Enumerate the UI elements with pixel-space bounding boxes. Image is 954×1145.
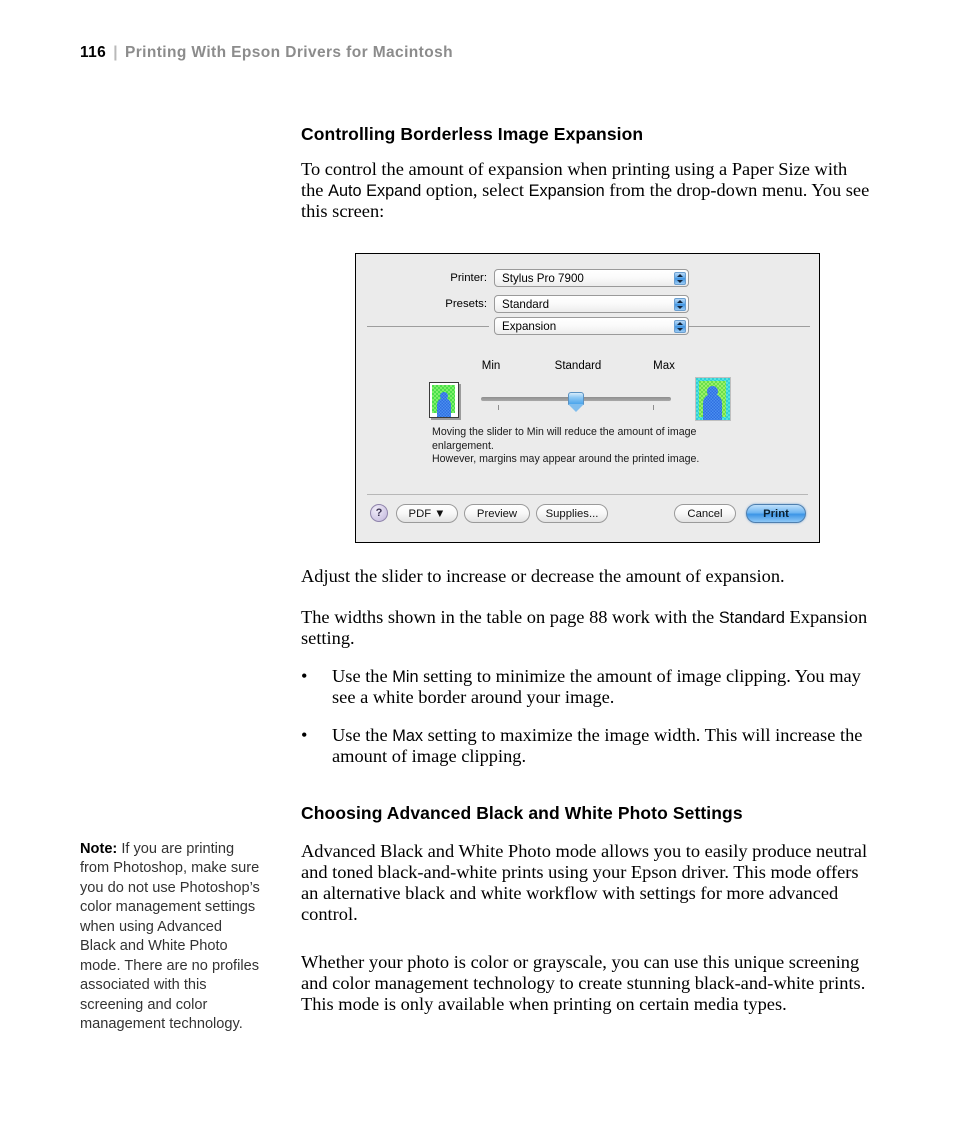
list-item <box>301 725 873 767</box>
printer-label: Printer: <box>450 272 487 284</box>
intro-paragraph <box>301 159 871 222</box>
slider-tick-max <box>653 405 654 410</box>
intro-line2b: option, select <box>421 180 529 201</box>
cancel-button[interactable]: Cancel <box>674 504 736 523</box>
expansion-slider[interactable] <box>481 391 671 413</box>
running-head <box>80 44 453 62</box>
max-expansion-preview-icon <box>695 377 731 421</box>
help-button[interactable]: ? <box>370 504 388 522</box>
paragraph-advanced-bw-2: Whether your photo is color or grayscale, you can use this unique screening and color management technology to create stunning black-and-white prints. This mode is only available when printing on certain media types. <box>301 952 866 1015</box>
printer-row <box>356 269 819 287</box>
slider-label-standard: Standard <box>554 360 602 372</box>
help-text-line-1: Moving the slider to Min will reduce the amount of image enlargement. <box>432 426 697 452</box>
ui-term-min: Min <box>392 668 419 686</box>
margin-note-label: Note: <box>80 841 118 857</box>
paragraph-widths-table <box>301 607 871 649</box>
print-dialog-screenshot <box>355 253 820 543</box>
intro-line2c: from the drop-down menu. <box>604 180 808 201</box>
pane-row <box>356 317 819 335</box>
min-expansion-preview-icon <box>429 382 459 418</box>
intro-line3: You see this screen: <box>301 180 870 222</box>
printer-popup-menu[interactable] <box>494 269 689 287</box>
chevron-updown-icon[interactable] <box>674 272 686 285</box>
presets-row <box>356 295 819 313</box>
slider-label-min: Min <box>481 360 501 372</box>
presets-label: Presets: <box>445 298 487 310</box>
slider-thumb-pointer <box>568 404 584 412</box>
bullet-text-b: setting to maximize the image width. This will increase the amount of image clipping. <box>332 725 863 767</box>
list-item <box>301 666 873 708</box>
bullet-text-b: setting to minimize the amount of image clipping. You may see a white border around your image. <box>332 666 861 708</box>
pane-value: Expansion <box>502 320 557 333</box>
dialog-button-bar <box>356 504 819 530</box>
slider-label-max: Max <box>653 360 675 372</box>
widths-text-a: The widths shown in the table on page 88 work with the <box>301 607 719 627</box>
running-head-separator: | <box>113 44 118 61</box>
chevron-updown-icon[interactable] <box>674 320 686 333</box>
presets-popup-menu[interactable] <box>494 295 689 313</box>
pane-popup-menu-expansion[interactable] <box>494 317 689 335</box>
bullet-marker: • <box>301 725 308 746</box>
help-text-line-2: However, margins may appear around the printed image. <box>432 453 700 466</box>
paragraph-adjust-slider: Adjust the slider to increase or decrease the amount of expansion. <box>301 566 785 586</box>
printer-value: Stylus Pro 7900 <box>502 272 584 285</box>
bullet-text-a: Use the <box>332 725 393 746</box>
ui-term-standard: Standard <box>718 609 785 627</box>
section-heading-advanced-bw: Choosing Advanced Black and White Photo Settings <box>301 803 743 823</box>
expansion-help-text <box>432 426 752 467</box>
ui-term-auto-expand: Auto Expand <box>328 182 422 201</box>
intro-line1: To control the amount of expansion when printing using a Paper Size with <box>301 159 848 179</box>
button-bar-divider <box>367 494 808 495</box>
chevron-updown-icon[interactable] <box>674 298 686 311</box>
print-button[interactable]: Print <box>746 504 806 523</box>
bullet-marker: • <box>301 666 308 686</box>
presets-value: Standard <box>502 298 550 311</box>
margin-note-text: If you are printing from Photoshop, make sure you do not use Photoshop’s color management settings when using Advanced Black and White Photo mode. There are no profiles associated with this screening and color management technology. <box>80 841 260 1033</box>
ui-term-expansion: Expansion <box>528 182 605 201</box>
bullet-list-min-max <box>301 666 873 781</box>
pdf-button[interactable]: PDF ▼ <box>396 504 458 523</box>
section-heading-borderless-expansion: Controlling Borderless Image Expansion <box>301 124 644 144</box>
supplies-button[interactable]: Supplies... <box>536 504 608 523</box>
margin-note <box>80 840 260 1035</box>
preview-button[interactable]: Preview <box>464 504 530 523</box>
slider-tick-min <box>498 405 499 410</box>
running-head-title: Printing With Epson Drivers for Macintosh <box>124 44 453 61</box>
intro-line2a: the <box>301 180 329 201</box>
widths-text-b: Expansion setting. <box>301 607 868 649</box>
paragraph-advanced-bw-1: Advanced Black and White Photo mode allows you to easily produce neutral and toned black-and-white prints using your Epson driver. This mode offers an alternative black and white workflow with settings for more advanced control. <box>301 841 868 925</box>
page-number: 116 <box>80 44 107 61</box>
ui-term-max: Max <box>392 727 424 746</box>
bullet-text-a: Use the <box>332 666 393 686</box>
